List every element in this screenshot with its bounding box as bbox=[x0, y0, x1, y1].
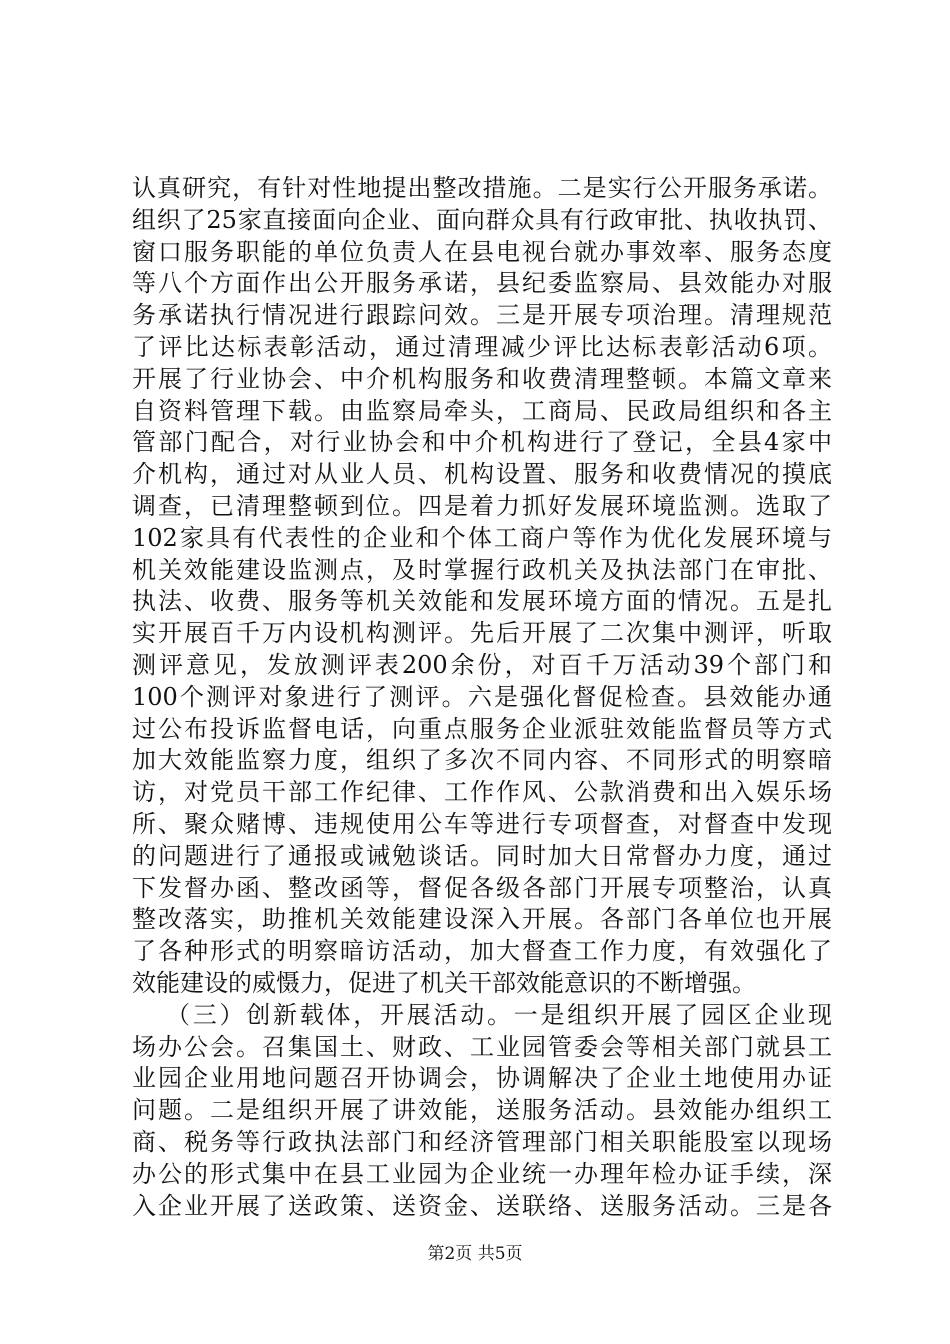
text-line: 访，对党员干部工作纪律、工作作风、公款消费和出入娱乐场 bbox=[132, 778, 832, 807]
text-line: 开展了行业协会、中介机构服务和收费清理整顿。本篇文章来 bbox=[132, 364, 832, 393]
text-line: 机关效能建设监测点，及时掌握行政机关及执法部门在审批、 bbox=[132, 555, 832, 584]
page-number-footer: 第2页 共5页 bbox=[427, 1244, 523, 1264]
text-line: 办公的形式集中在县工业园为企业统一办理年检办证手续，深 bbox=[132, 1159, 832, 1188]
text-line: 所、聚众赌博、违规使用公车等进行专项督查，对督查中发现 bbox=[132, 809, 832, 838]
text-line: 场办公会。召集国土、财政、工业园管委会等相关部门就县工 bbox=[132, 1032, 832, 1061]
text-line: 自资料管理下载。由监察局牵头，工商局、民政局组织和各主 bbox=[132, 396, 832, 425]
text-line: 整改落实，助推机关效能建设深入开展。各部门各单位也开展 bbox=[132, 905, 832, 934]
text-line: 测评意见，发放测评表200余份，对百千万活动39个部门和 bbox=[132, 650, 832, 679]
text-line: 管部门配合，对行业协会和中介机构进行了登记，全县4家中 bbox=[132, 428, 832, 457]
document-body bbox=[132, 173, 832, 1222]
text-line: 务承诺执行情况进行跟踪问效。三是开展专项治理。清理规范 bbox=[132, 301, 832, 330]
text-line: 了各种形式的明察暗访活动，加大督查工作力度，有效强化了 bbox=[132, 937, 832, 966]
text-line: 介机构，通过对从业人员、机构设置、服务和收费情况的摸底 bbox=[132, 460, 832, 489]
text-line: 过公布投诉监督电话，向重点服务企业派驻效能监督员等方式 bbox=[132, 714, 832, 743]
text-line: 100个测评对象进行了测评。六是强化督促检查。县效能办通 bbox=[132, 682, 832, 711]
text-line: 102家具有代表性的企业和个体工商户等作为优化发展环境与 bbox=[132, 523, 832, 552]
text-line-indented: （三）创新载体，开展活动。一是组织开展了园区企业现 bbox=[166, 1000, 832, 1029]
text-line: 效能建设的威慑力，促进了机关干部效能意识的不断增强。 bbox=[132, 968, 756, 997]
text-line: 下发督办函、整改函等，督促各级各部门开展专项整治，认真 bbox=[132, 873, 832, 902]
text-line: 商、税务等行政执法部门和经济管理部门相关职能股室以现场 bbox=[132, 1127, 832, 1156]
text-line: 认真研究，有针对性地提出整改措施。二是实行公开服务承诺。 bbox=[132, 174, 832, 202]
text-line: 调查，已清理整顿到位。四是着力抓好发展环境监测。选取了 bbox=[132, 491, 832, 520]
text-line: 窗口服务职能的单位负责人在县电视台就办事效率、服务态度 bbox=[132, 237, 832, 266]
text-line: 执法、收费、服务等机关效能和发展环境方面的情况。五是扎 bbox=[132, 587, 832, 616]
text-line: 问题。二是组织开展了讲效能，送服务活动。县效能办组织工 bbox=[132, 1096, 832, 1125]
text-line: 组织了25家直接面向企业、面向群众具有行政审批、执收执罚、 bbox=[132, 205, 832, 234]
text-line: 等八个方面作出公开服务承诺，县纪委监察局、县效能办对服 bbox=[132, 269, 832, 298]
text-line: 加大效能监察力度，组织了多次不同内容、不同形式的明察暗 bbox=[132, 746, 832, 775]
text-line: 了评比达标表彰活动，通过清理减少评比达标表彰活动6项。 bbox=[132, 332, 832, 361]
text-line: 业园企业用地问题召开协调会，协调解决了企业土地使用办证 bbox=[132, 1064, 832, 1093]
text-line: 的问题进行了通报或诫勉谈话。同时加大日常督办力度，通过 bbox=[132, 841, 832, 870]
text-line: 入企业开展了送政策、送资金、送联络、送服务活动。三是各 bbox=[132, 1191, 832, 1220]
text-line: 实开展百千万内设机构测评。先后开展了二次集中测评，听取 bbox=[132, 619, 832, 648]
